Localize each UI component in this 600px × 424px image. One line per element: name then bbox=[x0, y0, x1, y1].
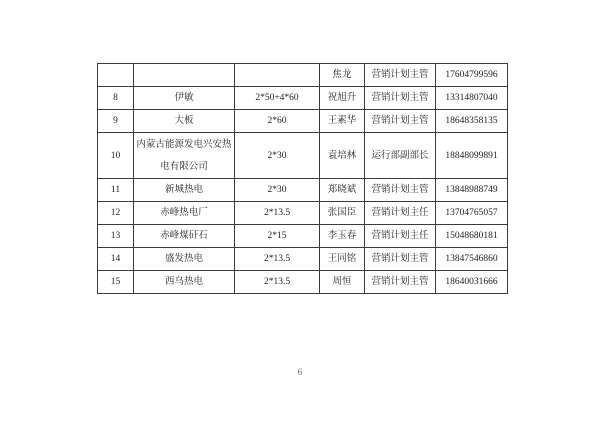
table-row bbox=[98, 202, 508, 225]
table-row bbox=[98, 225, 508, 248]
cell-row-number: 8 bbox=[98, 87, 134, 110]
cell-company-name: 盛发热电 bbox=[134, 248, 235, 271]
cell-row-number: 9 bbox=[98, 110, 134, 133]
cell-contact-name: 王同铭 bbox=[320, 248, 365, 271]
cell-phone-number: 13848988749 bbox=[436, 179, 508, 202]
cell-job-title: 营销计划主管 bbox=[365, 179, 436, 202]
cell-contact-name: 周恒 bbox=[320, 271, 365, 294]
cell-company-name: 内蒙古能源发电兴安热电有限公司 bbox=[134, 133, 235, 179]
table-row bbox=[98, 87, 508, 110]
cell-contact-name: 祝旭升 bbox=[320, 87, 365, 110]
cell-company-name: 大板 bbox=[134, 110, 235, 133]
table-row bbox=[98, 64, 508, 87]
cell-row-number: 10 bbox=[98, 133, 134, 179]
cell-company-name: 伊敏 bbox=[134, 87, 235, 110]
cell-job-title: 营销计划主管 bbox=[365, 87, 436, 110]
cell-job-title: 运行部副部长 bbox=[365, 133, 436, 179]
cell-company-name: 赤峰煤矸石 bbox=[134, 225, 235, 248]
table-row bbox=[98, 110, 508, 133]
cell-phone-number: 17604799596 bbox=[436, 64, 508, 87]
cell-phone-number: 18848099891 bbox=[436, 133, 508, 179]
cell-company-name: 西乌热电 bbox=[134, 271, 235, 294]
table-row bbox=[98, 179, 508, 202]
cell-contact-name: 郑晓斌 bbox=[320, 179, 365, 202]
cell-unit-capacity: 2*13.5 bbox=[235, 248, 320, 271]
cell-contact-name: 焦龙 bbox=[320, 64, 365, 87]
page-number: 6 bbox=[297, 367, 303, 377]
contacts-table-body bbox=[98, 64, 508, 294]
cell-job-title: 营销计划主任 bbox=[365, 202, 436, 225]
cell-row-number bbox=[98, 64, 134, 87]
cell-unit-capacity: 2*30 bbox=[235, 133, 320, 179]
cell-unit-capacity: 2*60 bbox=[235, 110, 320, 133]
cell-contact-name: 王素华 bbox=[320, 110, 365, 133]
cell-phone-number: 18640031666 bbox=[436, 271, 508, 294]
cell-job-title: 营销计划主任 bbox=[365, 225, 436, 248]
cell-job-title: 营销计划主管 bbox=[365, 110, 436, 133]
cell-phone-number: 13704765057 bbox=[436, 202, 508, 225]
cell-job-title: 营销计划主管 bbox=[365, 64, 436, 87]
cell-unit-capacity: 2*30 bbox=[235, 179, 320, 202]
contacts-table bbox=[97, 63, 508, 294]
cell-contact-name: 袁培林 bbox=[320, 133, 365, 179]
cell-contact-name: 李玉春 bbox=[320, 225, 365, 248]
cell-row-number: 14 bbox=[98, 248, 134, 271]
cell-phone-number: 18648358135 bbox=[436, 110, 508, 133]
cell-unit-capacity bbox=[235, 64, 320, 87]
cell-company-name: 新城热电 bbox=[134, 179, 235, 202]
cell-company-name bbox=[134, 64, 235, 87]
cell-phone-number: 13314807040 bbox=[436, 87, 508, 110]
table-row bbox=[98, 248, 508, 271]
cell-job-title: 营销计划主管 bbox=[365, 248, 436, 271]
cell-unit-capacity: 2*13.5 bbox=[235, 271, 320, 294]
cell-company-name: 赤峰热电厂 bbox=[134, 202, 235, 225]
cell-contact-name: 张国臣 bbox=[320, 202, 365, 225]
cell-unit-capacity: 2*15 bbox=[235, 225, 320, 248]
cell-job-title: 营销计划主管 bbox=[365, 271, 436, 294]
cell-phone-number: 15048680181 bbox=[436, 225, 508, 248]
cell-row-number: 13 bbox=[98, 225, 134, 248]
table-row bbox=[98, 133, 508, 179]
cell-unit-capacity: 2*13.5 bbox=[235, 202, 320, 225]
table-row bbox=[98, 271, 508, 294]
cell-row-number: 15 bbox=[98, 271, 134, 294]
cell-unit-capacity: 2*50+4*60 bbox=[235, 87, 320, 110]
cell-row-number: 12 bbox=[98, 202, 134, 225]
cell-phone-number: 13847546860 bbox=[436, 248, 508, 271]
cell-row-number: 11 bbox=[98, 179, 134, 202]
